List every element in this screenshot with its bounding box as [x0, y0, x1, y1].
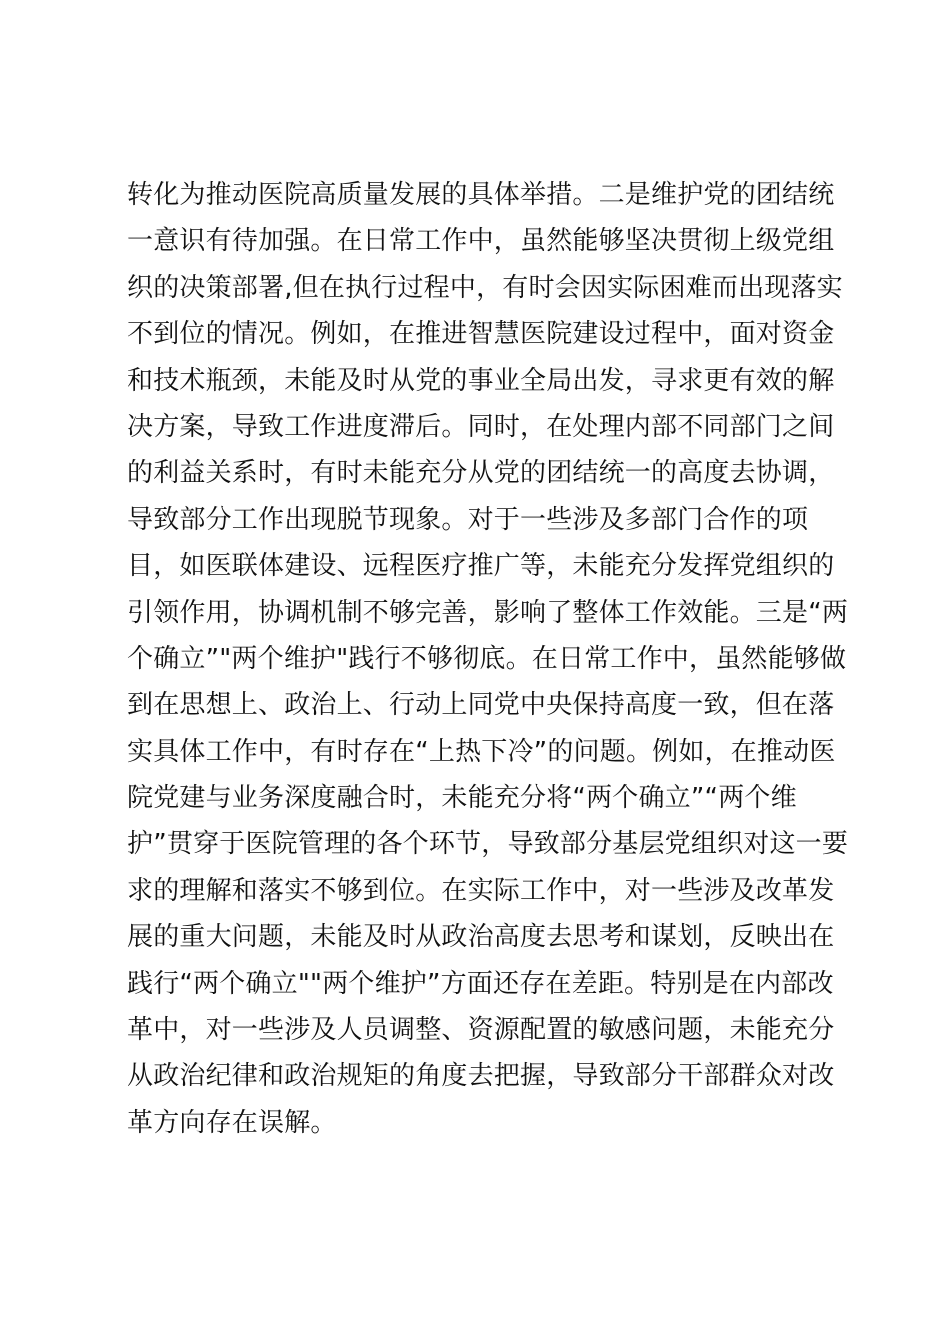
- text-line: 目，如医联体建设、远程医疗推广等，未能充分发挥党组织的: [127, 551, 835, 582]
- text-line: 革中，对一些涉及人员调整、资源配置的敏感问题，未能充分: [127, 1015, 835, 1046]
- text-line: 引领作用，协调机制不够完善，影响了整体工作效能。三是“两: [127, 597, 849, 628]
- text-line: 到在思想上、政治上、行动上同党中央保持高度一致，但在落: [127, 690, 835, 721]
- text-line: 和技术瓶颈，未能及时从党的事业全局出发，寻求更有效的解: [127, 365, 835, 396]
- text-line: 展的重大问题，未能及时从政治高度去思考和谋划，反映出在: [127, 922, 835, 953]
- text-line: 转化为推动医院高质量发展的具体举措。二是维护党的团结统: [127, 180, 835, 210]
- text-line: 一意识有待加强。在日常工作中，虽然能够坚决贯彻上级党组: [127, 226, 835, 257]
- text-line: 实具体工作中，有时存在“上热下冷”的问题。例如，在推动医: [127, 736, 836, 767]
- text-line: 践行“两个确立""两个维护”方面还存在差距。特别是在内部改: [127, 968, 834, 999]
- text-line: 革方向存在误解。: [127, 1107, 337, 1138]
- text-line: 求的理解和落实不够到位。在实际工作中，对一些涉及改革发: [127, 875, 835, 906]
- text-line: 院党建与业务深度融合时，未能充分将“两个确立”“两个维: [127, 783, 797, 814]
- body-paragraph: [127, 172, 847, 1146]
- text-line: 织的决策部署,但在执行过程中，有时会因实际困难而出现落实: [127, 272, 843, 303]
- text-line: 护”贯穿于医院管理的各个环节，导致部分基层党组织对这一要: [127, 829, 849, 860]
- text-line: 个确立”"两个维护"践行不够彻底。在日常工作中，虽然能够做: [127, 643, 847, 674]
- text-line: 从政治纪律和政治规矩的角度去把握，导致部分干部群众对改: [127, 1061, 835, 1092]
- text-line: 的利益关系时，有时未能充分从党的团结统一的高度去协调，: [127, 458, 835, 489]
- text-line: 不到位的情况。例如，在推进智慧医院建设过程中，面对资金: [127, 319, 835, 350]
- text-line: 决方案，导致工作进度滞后。同时，在处理内部不同部门之间: [127, 411, 835, 442]
- text-line: 导致部分工作出现脱节现象。对于一些涉及多部门合作的项: [127, 504, 809, 535]
